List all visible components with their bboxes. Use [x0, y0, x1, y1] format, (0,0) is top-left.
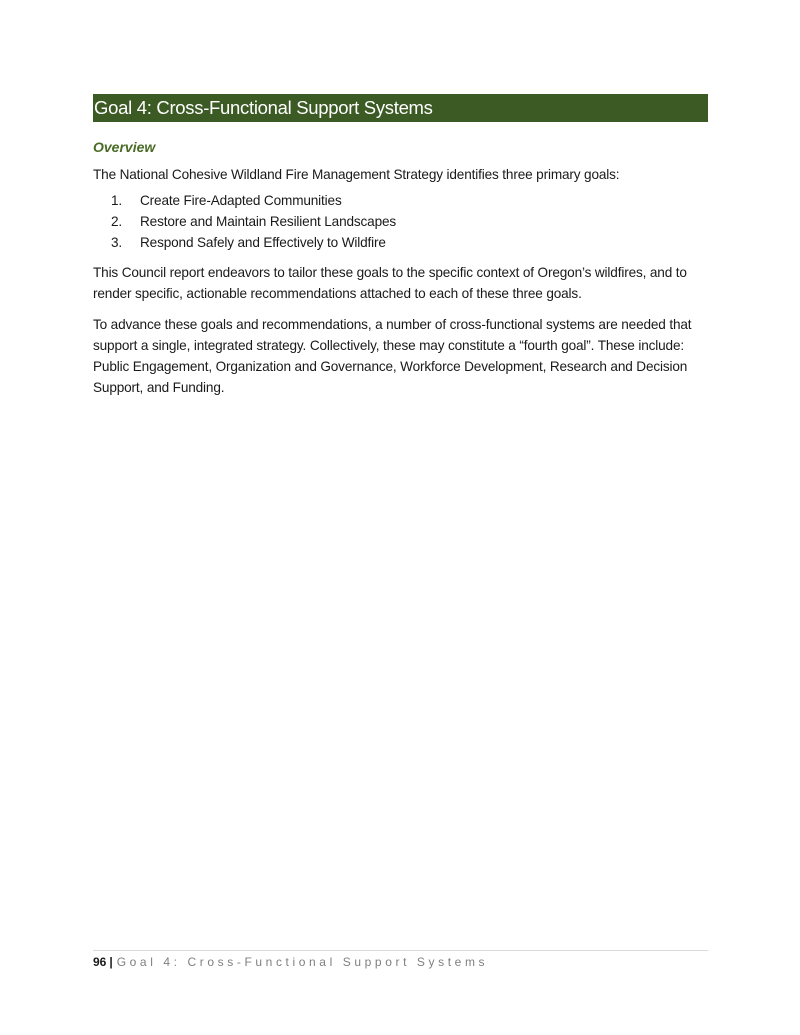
footer-title: Goal 4: Cross-Functional Support Systems	[116, 955, 489, 969]
cross-functional-paragraph: To advance these goals and recommendations, a number of cross-functional systems are needed that support a single, integrated strategy. Collectively, these may constitute a “fourth goal”. These include: Public Engagement, Organization and Governance, Workforce Development, Research and Decision Support, and Funding.	[93, 317, 692, 395]
intro-paragraph: The National Cohesive Wildland Fire Management Strategy identifies three primary goals:	[93, 167, 620, 182]
list-item	[93, 211, 708, 232]
overview-subheading: Overview	[93, 139, 156, 155]
list-item	[93, 232, 708, 253]
list-item-text: Respond Safely and Effectively to Wildfire	[140, 235, 386, 250]
list-item-number: 3.	[110, 235, 122, 250]
list-item-text: Create Fire-Adapted Communities	[140, 193, 342, 208]
footer-separator: |	[109, 955, 113, 969]
list-item-number: 2.	[110, 214, 122, 229]
section-heading: Goal 4: Cross-Functional Support Systems	[93, 94, 708, 122]
list-item-text: Restore and Maintain Resilient Landscapes	[140, 214, 397, 229]
goals-list	[93, 190, 708, 253]
page-content	[93, 94, 708, 398]
council-paragraph: This Council report endeavors to tailor these goals to the specific context of Oregon’s wildfires, and to render specific, actionable recommendations attached to each of these three goals.	[93, 265, 687, 301]
list-item	[93, 190, 708, 211]
page-footer	[93, 950, 708, 970]
list-item-number: 1.	[110, 193, 122, 208]
page-number: 96	[93, 955, 107, 969]
